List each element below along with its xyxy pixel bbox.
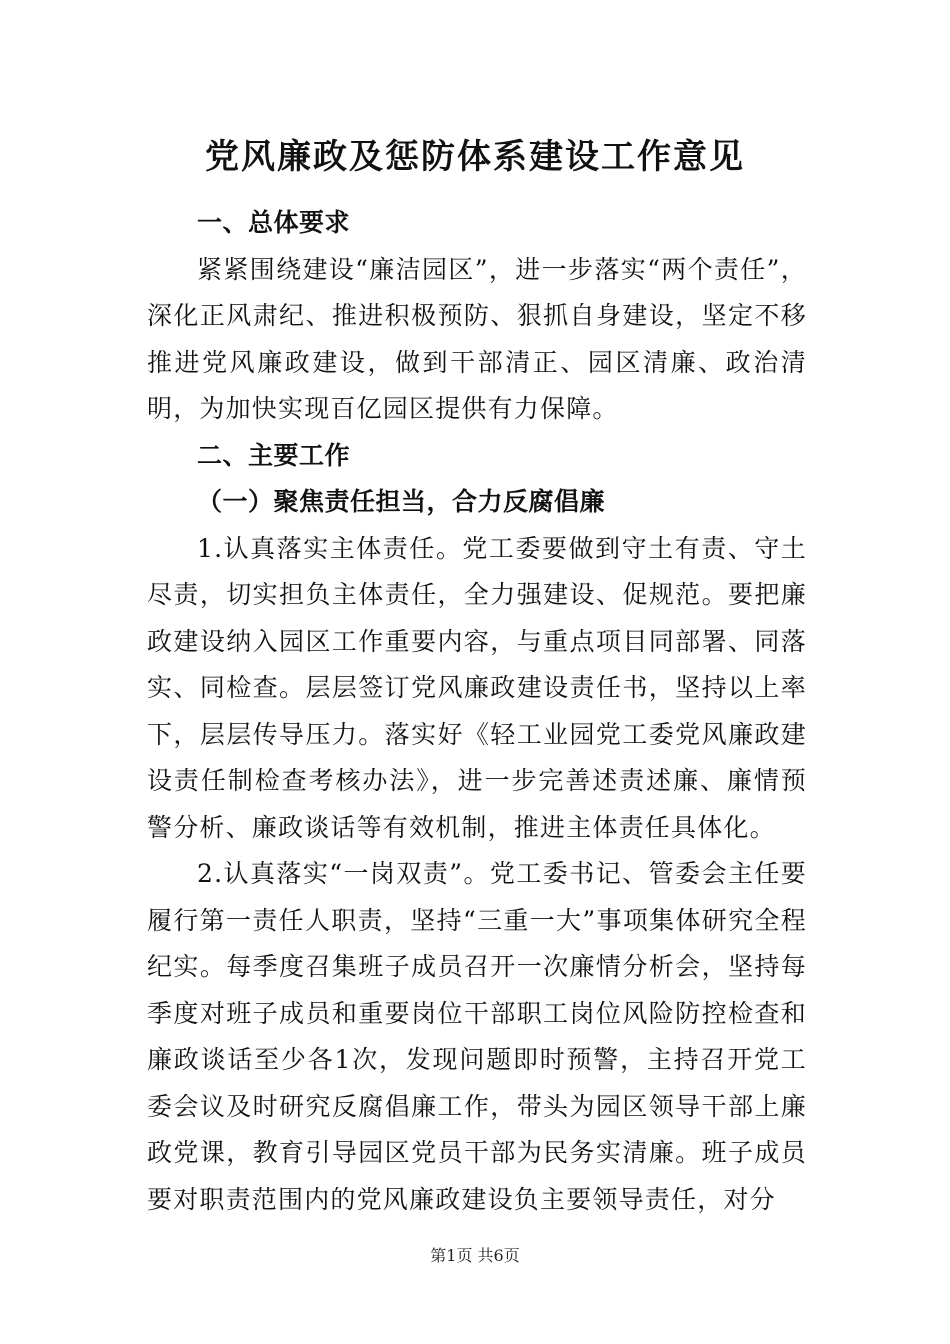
section-heading: 一、总体要求 (197, 208, 351, 237)
section-heading: 二、主要工作 (197, 440, 351, 470)
document-body (147, 200, 807, 1223)
body-paragraph: 2.认真落实“一岗双责”。党工委书记、管委会主任要履行第一责任人职责，坚持“三重一大”事项集体研究全程纪实。每季度召集班子成员召开一次廉情分析会，坚持每季度对班子成员和重要岗位干部职工岗位风险防控检查和廉政谈话至少各1次，发现问题即时预警，主持召开党工委会议及时研究反腐倡廉工作，带头为园区领导干部上廉政党课，教育引导园区党员干部为民务实清廉。班子成员要对职责范围内的党风廉政建设负主要领导责任，对分 (147, 859, 807, 1214)
page-footer: 第1页 共6页 (430, 1246, 520, 1265)
document-title: 党风廉政及惩防体系建设工作意见 (205, 137, 745, 177)
subsection-heading: （一）聚焦责任担当，合力反腐倡廉 (197, 487, 606, 516)
body-paragraph: 紧紧围绕建设“廉洁园区”，进一步落实“两个责任”，深化正风肃纪、推进积极预防、狠抓自身建设，坚定不移推进党风廉政建设，做到干部清正、园区清廉、政治清明，为加快实现百亿园区提供有力保障。 (147, 254, 807, 423)
body-paragraph: 1.认真落实主体责任。党工委要做到守土有责、守土尽责，切实担负主体责任，全力强建设、促规范。要把廉政建设纳入园区工作重要内容，与重点项目同部署、同落实、同检查。层层签订党风廉政建设责任书，坚持以上率下，层层传导压力。落实好《轻工业园党工委党风廉政建设责任制检查考核办法》，进一步完善述责述廉、廉情预警分析、廉政谈话等有效机制，推进主体责任具体化。 (147, 533, 807, 842)
